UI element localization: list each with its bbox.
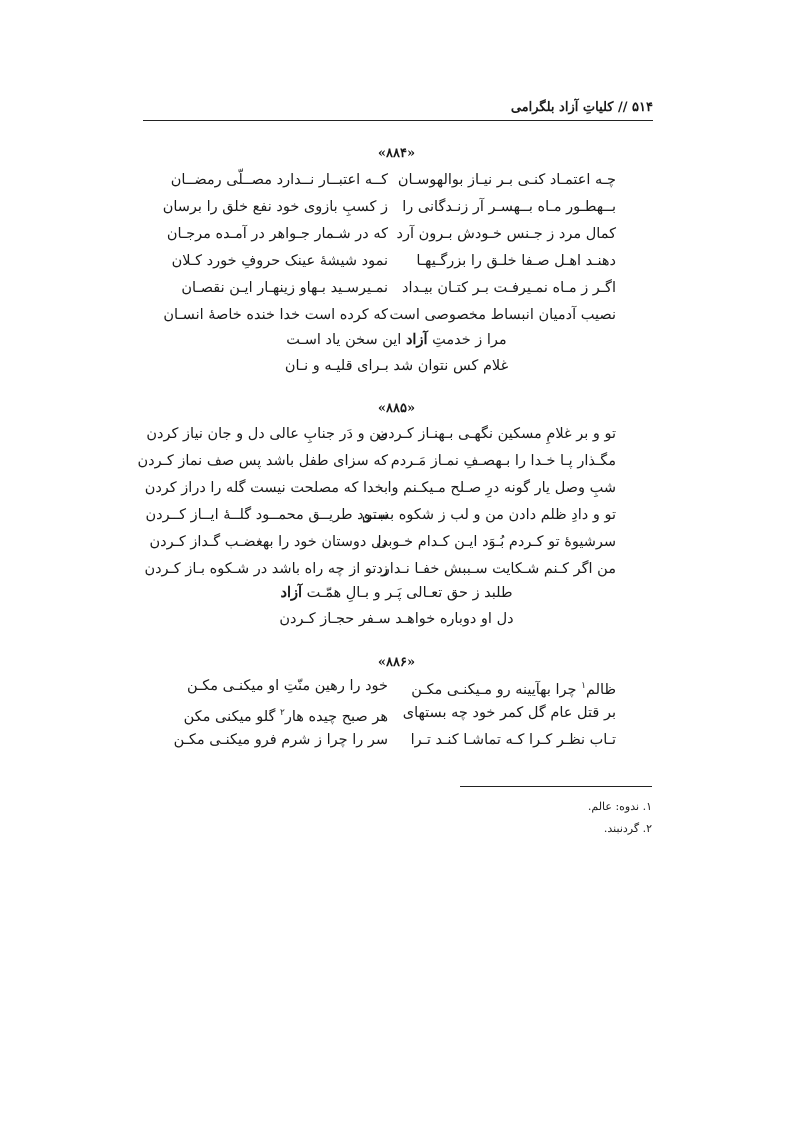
poem-number-886: «۸۸۶»	[377, 655, 416, 670]
hemistich-884-5b: نمـیرسـید بـهاو زینهـار ایـن نقصـان	[181, 280, 388, 296]
page-header	[143, 96, 653, 121]
hemistich-885-1b: من و دَر جنابِ عالی دل و جان نیاز کردن	[146, 426, 388, 442]
hemistich-886-1b: خود را رهین منّتِ او میکنـی مکـن	[187, 678, 388, 694]
closing-884-1-pre: مرا ز خدمتِ	[427, 332, 507, 348]
poem-number-884: «۸۸۴»	[377, 146, 416, 161]
hemistich-884-2b: ز کسبِ بازوی خود نفع خلق را برسان	[162, 199, 388, 215]
hemistich-885-4a: تو و دادِ ظلم دادن من و لب ز شکوه بستن	[361, 507, 616, 523]
hemistich-886-3b: سر را چرا ز شرم فرو میکنـی مکـن	[173, 732, 388, 748]
hemistich-885-6a: من اگر کـنم شـکایت سـببش خفـا نـدارد	[376, 561, 616, 577]
hemistich-884-1b: کــه اعتبــار نــدارد مصــلّی رمضــان	[170, 172, 388, 188]
hemistich-text: ظالم	[585, 681, 616, 698]
closing-line-885-2: دل او دوباره خواهـد سـفر حجـاز کـردن	[279, 611, 514, 627]
hemistich-885-6b: ز تو از چه راه باشد در شـکوه بـاز کـردن	[144, 561, 388, 577]
hemistich-886-2a: بر قتل عام گل کمر خود چه بستهای	[402, 705, 616, 721]
poet-name: آزاد	[280, 584, 303, 601]
footnote-marker-1: ۱	[581, 681, 586, 691]
hemistich-886-3a: تـاب نظـر کـرا کـه تماشـا کنـد تـرا	[410, 732, 616, 748]
footnote-2: ۲. گردنبند.	[603, 822, 652, 835]
hemistich-885-4b: نبــود طریــق محمــود گلــهٔ ایــاز کــردن	[145, 507, 388, 523]
hemistich-text: چرا بهآیینه رو مـیکنـی مکـن	[411, 681, 582, 698]
hemistich-884-5a: اگـر ز مـاه نمـیرفـت بـر کتـان بیـداد	[402, 280, 616, 296]
hemistich-884-6b: که کرده است خدا خنده خاصهٔ انسـان	[163, 307, 388, 323]
closing-line-884-1	[0, 331, 793, 348]
hemistich-884-1a: چـه اعتمـاد کنـی بـر نیـاز بوالهوسـان	[397, 172, 616, 188]
footnote-marker-2: ۲	[280, 708, 285, 718]
hemistich-884-3a: کمال مرد ز جـنس خـودش بـرون آرد	[396, 226, 616, 242]
hemistich-884-3b: که در شـمار جـواهر در آمـده مرجـان	[166, 226, 388, 242]
closing-line-884-2: غلام کس نتوان شد بـرای قلیـه و نـان	[284, 358, 509, 374]
hemistich-885-5a: سرشیوهٔ تو کـردم بُـوَد ایـن کـدام خـوبی	[376, 534, 616, 550]
hemistich-886-2b	[184, 703, 388, 727]
hemistich-885-1a: تو و بر غلامِ مسکین نگهـی بـهنـاز کـردن	[377, 426, 616, 442]
running-head: ۵۱۴ // کلیاتِ آزاد بلگرامی	[510, 100, 653, 115]
closing-line-885-1	[0, 584, 793, 601]
hemistich-884-4b: نمود شیشهٔ عینک حروفِ خورد کـلان	[171, 253, 388, 269]
footnote-1: ۱. ندوه: عالم.	[587, 800, 652, 813]
hemistich-885-3b: بخدا که مصلحت نیست گله را دراز کردن	[144, 480, 388, 496]
hemistich-885-3a: شبِ وصل یار گونه درِ صـلح مـیکـنم وا	[387, 480, 616, 496]
hemistich-884-2a: بــهطـور مـاه بــهسـر آر زنـدگانی را	[402, 199, 616, 215]
hemistich-885-5b: دل دوستان خود را بهغضـب گـداز کـردن	[149, 534, 388, 550]
hemistich-text: گلو میکنی مکن	[183, 708, 281, 725]
hemistich-884-6a: نصیب آدمیان انبساط مخصوصی است	[389, 307, 616, 323]
hemistich-885-2b: که سزای طفل باشد پس صف نماز کـردن	[137, 453, 388, 469]
closing-884-1-post: این سخن یاد اسـت	[286, 332, 406, 348]
hemistich-885-2a: مگـذار پـا خـدا را بـهصـفِ نمـاز مَـردم	[390, 453, 616, 469]
poet-name: آزاد	[405, 331, 428, 348]
hemistich-text: هر صبح چیده هار	[284, 708, 388, 725]
hemistich-884-4a: دهنـد اهـل صـفا خلـق را بزرگـیهـا	[416, 253, 616, 269]
closing-885-1-pre: طلبد ز حق تعـالی پَـر و بـالِ همّـت	[302, 585, 513, 601]
footnote-divider	[460, 786, 652, 787]
poem-number-885: «۸۸۵»	[377, 401, 416, 416]
hemistich-886-1a	[411, 676, 616, 700]
